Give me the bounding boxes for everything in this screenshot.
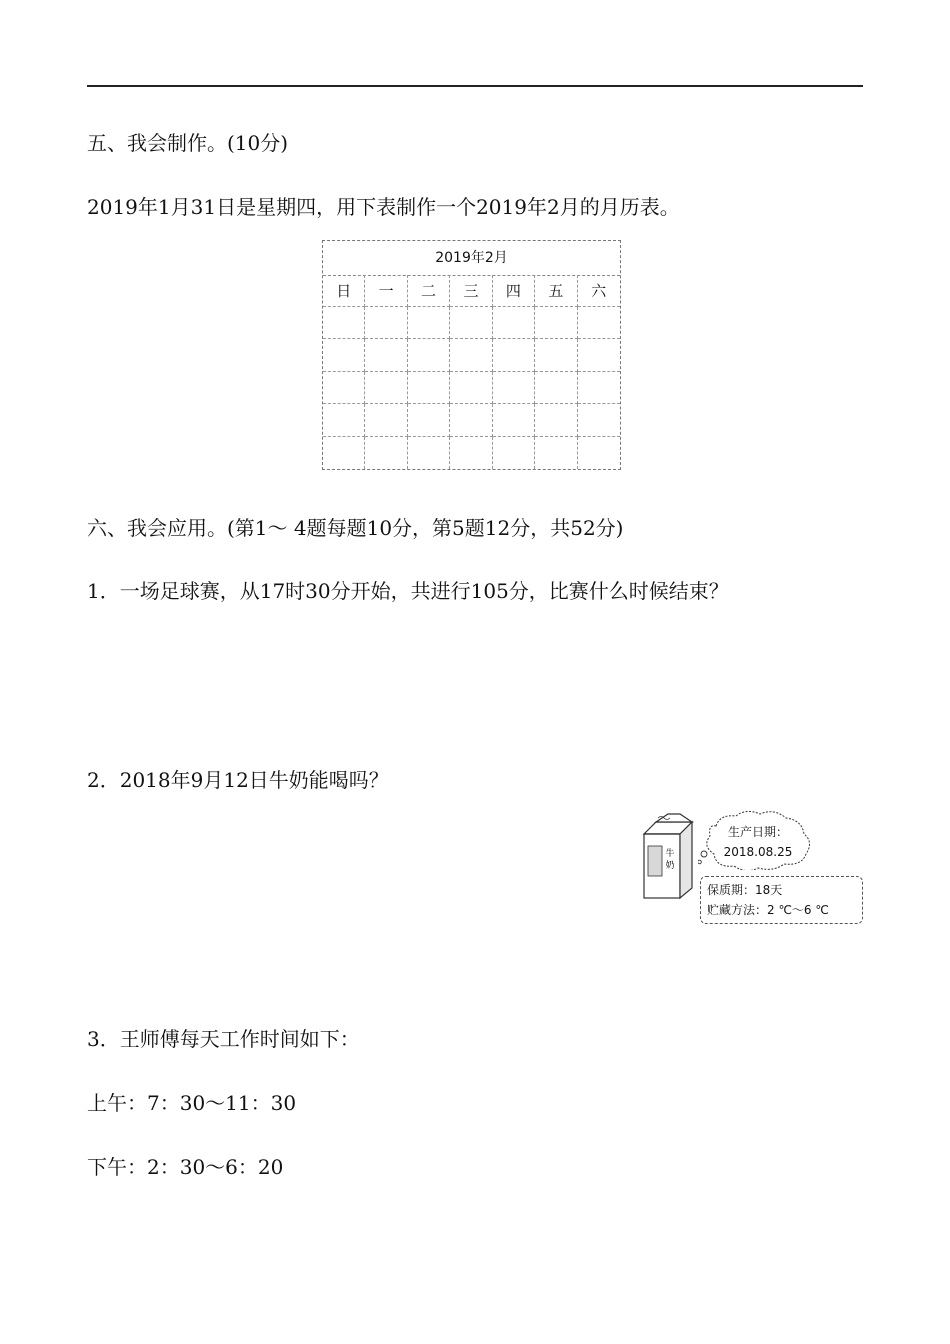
calendar-day-cell <box>535 372 577 404</box>
calendar-day-cell <box>493 339 535 371</box>
section-6-title: 六、我会应用。(第1～ 4题每题10分，第5题12分，共52分) <box>87 516 624 540</box>
calendar-day-cell <box>323 404 365 436</box>
calendar-day-cell <box>578 437 620 469</box>
calendar-title: 2019年2月 <box>323 241 620 276</box>
calendar-day-cell <box>408 437 450 469</box>
carton-label-1: 牛 <box>665 849 675 859</box>
calendar-day-cell <box>535 404 577 436</box>
milk-illustration <box>636 810 866 930</box>
calendar-day-cell <box>323 372 365 404</box>
weekday-header: 二 <box>408 275 450 307</box>
production-label: 生产日期： <box>727 825 788 839</box>
question-1: 1．一场足球赛，从17时30分开始，共进行105分，比赛什么时候结束？ <box>87 579 729 603</box>
calendar-day-cell <box>408 307 450 339</box>
top-divider <box>87 85 863 87</box>
carton-label-2: 奶 <box>665 861 675 871</box>
calendar-day-cell <box>450 404 492 436</box>
calendar-day-cell <box>450 437 492 469</box>
calendar-day-cell <box>450 339 492 371</box>
calendar-day-cell <box>323 307 365 339</box>
storage-method: 贮藏方法：2 ℃～6 ℃ <box>707 903 829 917</box>
milk-carton-icon <box>636 810 696 900</box>
calendar-day-cell <box>535 307 577 339</box>
calendar-day-cell <box>578 372 620 404</box>
shelf-life: 保质期：18天 <box>707 883 783 897</box>
calendar-day-cell <box>365 437 407 469</box>
calendar-day-cell <box>365 372 407 404</box>
calendar-day-cell <box>493 372 535 404</box>
calendar-day-cell <box>578 307 620 339</box>
calendar-day-cell <box>408 372 450 404</box>
production-info <box>712 822 804 862</box>
question-2: 2．2018年9月12日牛奶能喝吗？ <box>87 768 389 792</box>
calendar-table <box>322 240 621 470</box>
weekday-header: 一 <box>365 275 407 307</box>
weekday-header: 六 <box>578 275 620 307</box>
question-3: 3．王师傅每天工作时间如下： <box>87 1027 360 1051</box>
calendar-day-cell <box>450 307 492 339</box>
calendar-day-cell <box>535 437 577 469</box>
calendar-day-cell <box>450 372 492 404</box>
calendar-day-cell <box>578 404 620 436</box>
calendar-day-cell <box>365 339 407 371</box>
calendar-day-cell <box>493 404 535 436</box>
calendar-day-cell <box>323 339 365 371</box>
production-date: 2018.08.25 <box>723 845 793 859</box>
calendar-day-cell <box>535 339 577 371</box>
calendar-day-cell <box>493 307 535 339</box>
weekday-header: 三 <box>450 275 492 307</box>
calendar-grid <box>323 275 620 469</box>
calendar-instruction: 2019年1月31日是星期四，用下表制作一个2019年2月的月历表。 <box>87 195 680 219</box>
schedule-morning: 上午：7：30～11：30 <box>87 1091 297 1115</box>
weekday-header: 四 <box>493 275 535 307</box>
calendar-day-cell <box>408 339 450 371</box>
calendar-day-cell <box>408 404 450 436</box>
shelf-life-box <box>700 876 863 924</box>
weekday-header: 日 <box>323 275 365 307</box>
calendar-day-cell <box>323 437 365 469</box>
schedule-afternoon: 下午：2：30～6：20 <box>87 1155 284 1179</box>
section-5-title: 五、我会制作。(10分) <box>87 131 289 155</box>
weekday-header: 五 <box>535 275 577 307</box>
calendar-day-cell <box>493 437 535 469</box>
calendar-day-cell <box>365 307 407 339</box>
calendar-day-cell <box>578 339 620 371</box>
calendar-day-cell <box>365 404 407 436</box>
